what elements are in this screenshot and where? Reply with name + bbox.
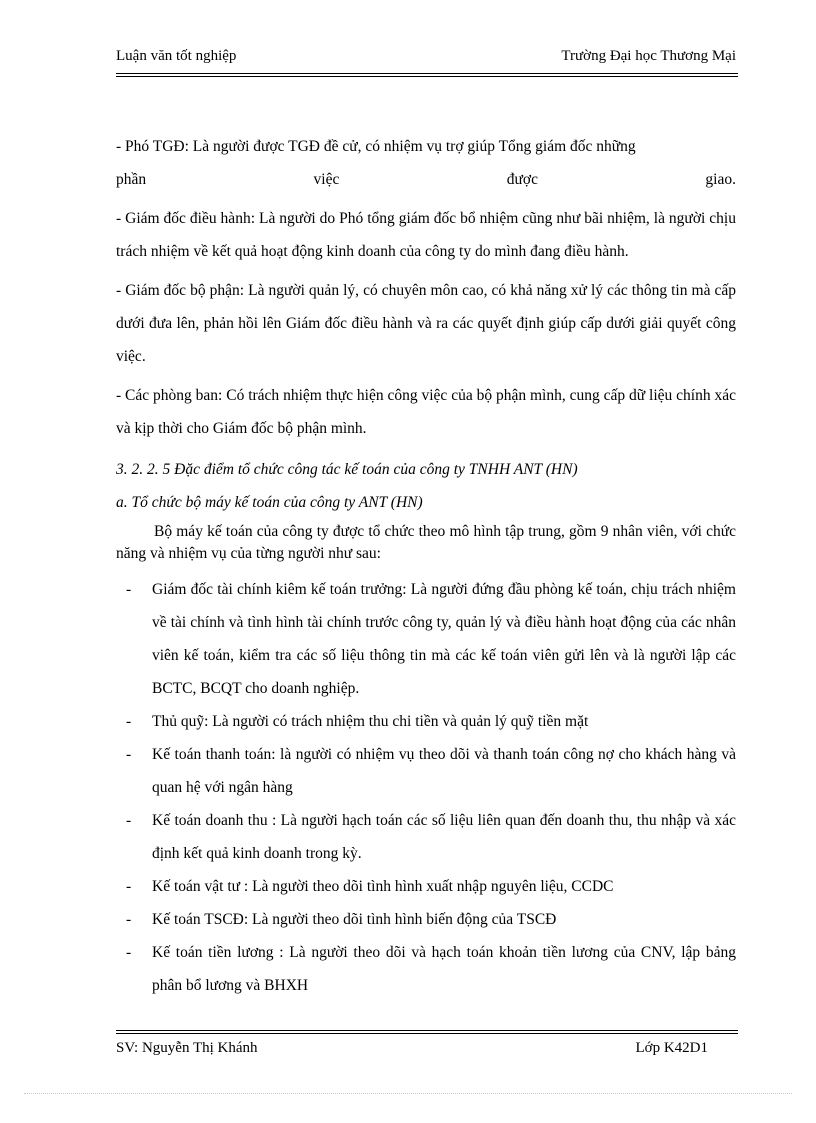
- list-item: [116, 738, 736, 804]
- list-item-text: Thủ quỹ: Là người có trách nhiệm thu chi tiền và quản lý quỹ tiền mặt: [152, 713, 589, 730]
- page-footer: [116, 1040, 708, 1057]
- footer-class-label: Lớp K42D1: [635, 1040, 708, 1056]
- list-item-text: Kế toán doanh thu : Là người hạch toán các số liệu liên quan đến doanh thu, thu nhập và xác định kết quả kinh doanh trong kỳ.: [152, 812, 736, 862]
- list-item-text: Kế toán tiền lương : Là người theo dõi và hạch toán khoản tiền lương của CNV, lập bảng phân bổ lương và BHXH: [152, 944, 736, 994]
- staff-list: [116, 573, 736, 1002]
- list-item-text: Kế toán thanh toán: là người có nhiệm vụ theo dõi và thanh toán công nợ cho khách hàng và quan hệ với ngân hàng: [152, 746, 736, 796]
- paragraph-pho-tgd-line1: - Phó TGĐ: Là người được TGĐ đề cử, có nhiệm vụ trợ giúp Tổng giám đốc những: [116, 138, 636, 155]
- subsection-title: a. Tổ chức bộ máy kế toán của công ty ANT (HN): [116, 494, 423, 511]
- list-dash: -: [126, 713, 132, 730]
- header-divider: [116, 73, 738, 77]
- list-dash: -: [126, 812, 132, 829]
- list-item-text: Giám đốc tài chính kiêm kế toán trưởng: Là người đứng đầu phòng kế toán, chịu trách nhiệm về tài chính và tình hình tài chính trước công ty, quản lý và điều hành hoạt động của các nhân viên kế toán, kiểm tra các số liệu thông tin mà các kế toán viên gửi lên và là người lập các BCTC, BCQT cho doanh nghiệp.: [152, 581, 736, 697]
- page-bottom-border: [24, 1093, 792, 1094]
- list-dash: -: [126, 581, 132, 598]
- list-item: [116, 804, 736, 870]
- header-university-label: Trường Đại học Thương Mại: [561, 48, 736, 64]
- word: được: [506, 171, 539, 188]
- word: giao.: [705, 171, 736, 188]
- section-title: 3. 2. 2. 5 Đặc điểm tổ chức công tác kế toán của công ty TNHH ANT (HN): [116, 461, 578, 478]
- intro-paragraph: Bộ máy kế toán của công ty được tổ chức theo mô hình tập trung, gồm 9 nhân viên, với chức năng và nhiệm vụ của từng người như sau:: [116, 523, 736, 562]
- list-dash: -: [126, 746, 132, 763]
- footer-student-name: SV: Nguyễn Thị Khánh: [116, 1040, 258, 1056]
- header-thesis-label: Luận văn tốt nghiệp: [116, 48, 237, 64]
- paragraph-phong-ban: - Các phòng ban: Có trách nhiệm thực hiện công việc của bộ phận mình, cung cấp dữ liệu chính xác và kịp thời cho Giám đốc bộ phận mình.: [116, 387, 736, 437]
- list-dash: -: [126, 944, 132, 961]
- paragraph-pho-tgd-line2: [116, 163, 736, 196]
- list-item-text: Kế toán TSCĐ: Là người theo dõi tình hình biến động của TSCĐ: [152, 911, 557, 928]
- page-body: [116, 130, 736, 1002]
- word: việc: [313, 171, 340, 188]
- list-dash: -: [126, 878, 132, 895]
- list-item-text: Kế toán vật tư : Là người theo dõi tình hình xuất nhập nguyên liệu, CCDC: [152, 878, 614, 895]
- paragraph-gd-bo-phan: - Giám đốc bộ phận: Là người quản lý, có chuyên môn cao, có khả năng xử lý các thông tin mà cấp dưới đưa lên, phản hồi lên Giám đốc điều hành và ra các quyết định giúp cấp dưới giải quyết công việc.: [116, 282, 736, 365]
- list-dash: -: [126, 911, 132, 928]
- word: phần: [116, 171, 147, 188]
- footer-divider: [116, 1030, 738, 1034]
- list-item: [116, 903, 736, 936]
- list-item: [116, 870, 736, 903]
- paragraph-gd-dieu-hanh: - Giám đốc điều hành: Là người do Phó tổng giám đốc bổ nhiệm cũng như bãi nhiệm, là người chịu trách nhiệm về kết quả hoạt động kinh doanh của công ty do mình đang điều hành.: [116, 210, 736, 260]
- list-item: [116, 573, 736, 705]
- list-item: [116, 705, 736, 738]
- page-header: [116, 48, 736, 72]
- list-item: [116, 936, 736, 1002]
